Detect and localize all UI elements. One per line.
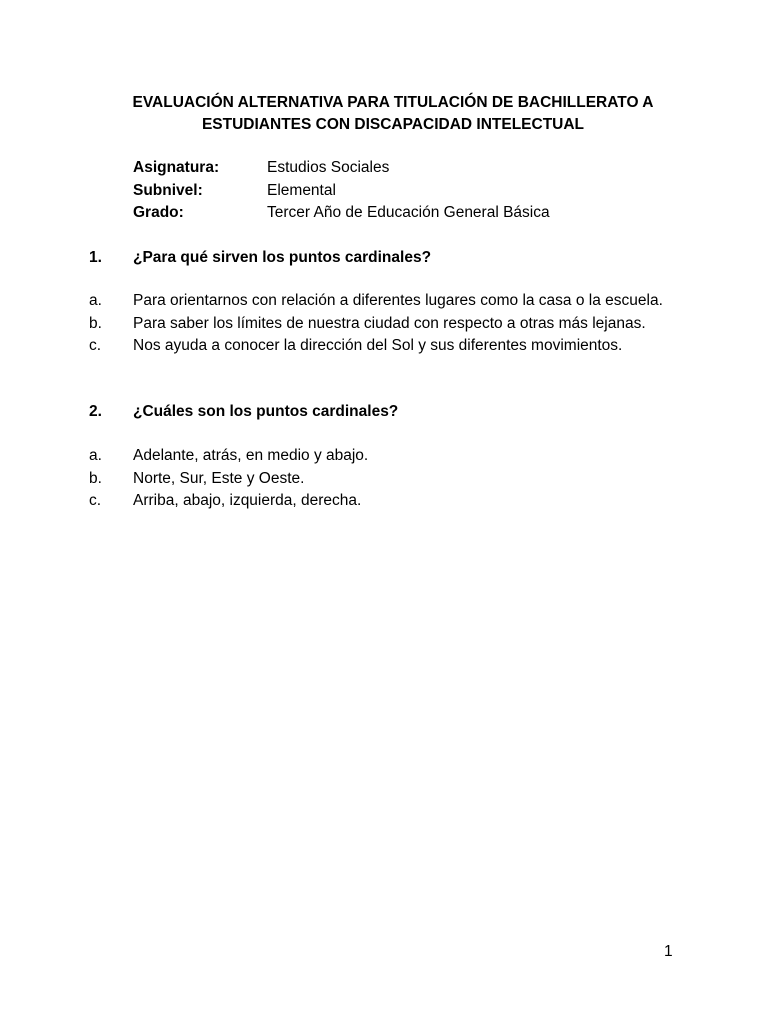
meta-label: Asignatura: [133,159,220,176]
meta-value: Tercer Año de Educación General Básica [267,204,550,221]
option-letter: b. [89,314,102,332]
question-2 [89,401,398,423]
question-number: 2. [89,403,102,420]
question-text: ¿Cuáles son los puntos cardinales? [133,403,399,420]
option-letter: c. [89,492,102,509]
meta-row-grade [133,202,550,225]
option-text: Adelante, atrás, en medio y abajo. [133,447,369,464]
question-text: ¿Para qué sirven los puntos cardinales? [133,249,432,266]
meta-row-sublevel [133,180,550,203]
question-2-options [89,445,368,513]
question-1 [89,247,431,269]
meta-value: Elemental [267,181,336,199]
meta-label: Subnivel: [133,181,203,199]
option-text: Para saber los límites de nuestra ciudad con respecto a otras más lejanas. [133,314,646,332]
question-1-options [89,290,663,358]
meta-value: Estudios Sociales [267,159,390,176]
option-letter: a. [89,292,102,309]
option-letter: a. [89,447,102,464]
option-item [89,335,663,358]
option-item [89,468,368,491]
option-letter: b. [89,469,102,487]
meta-label: Grado: [133,204,184,221]
document-title-line-2: ESTUDIANTES CON DISCAPACIDAD INTELECTUAL [201,116,585,133]
option-item [89,290,663,313]
meta-row-subject [133,157,550,180]
option-text: Norte, Sur, Este y Oeste. [133,469,305,487]
document-title-line-1: EVALUACIÓN ALTERNATIVA PARA TITULACIÓN DE BACHILLERATO A [132,94,654,111]
option-text: Nos ayuda a conocer la dirección del Sol y sus diferentes movimientos. [133,337,623,354]
option-text: Para orientarnos con relación a diferentes lugares como la casa o la escuela. [133,292,663,309]
option-item [89,313,663,336]
option-item [89,490,368,513]
option-letter: c. [89,337,102,354]
question-number: 1. [89,249,102,266]
page-number: 1 [664,943,673,960]
option-item [89,445,368,468]
metadata-block [133,157,550,225]
option-text: Arriba, abajo, izquierda, derecha. [133,492,362,509]
